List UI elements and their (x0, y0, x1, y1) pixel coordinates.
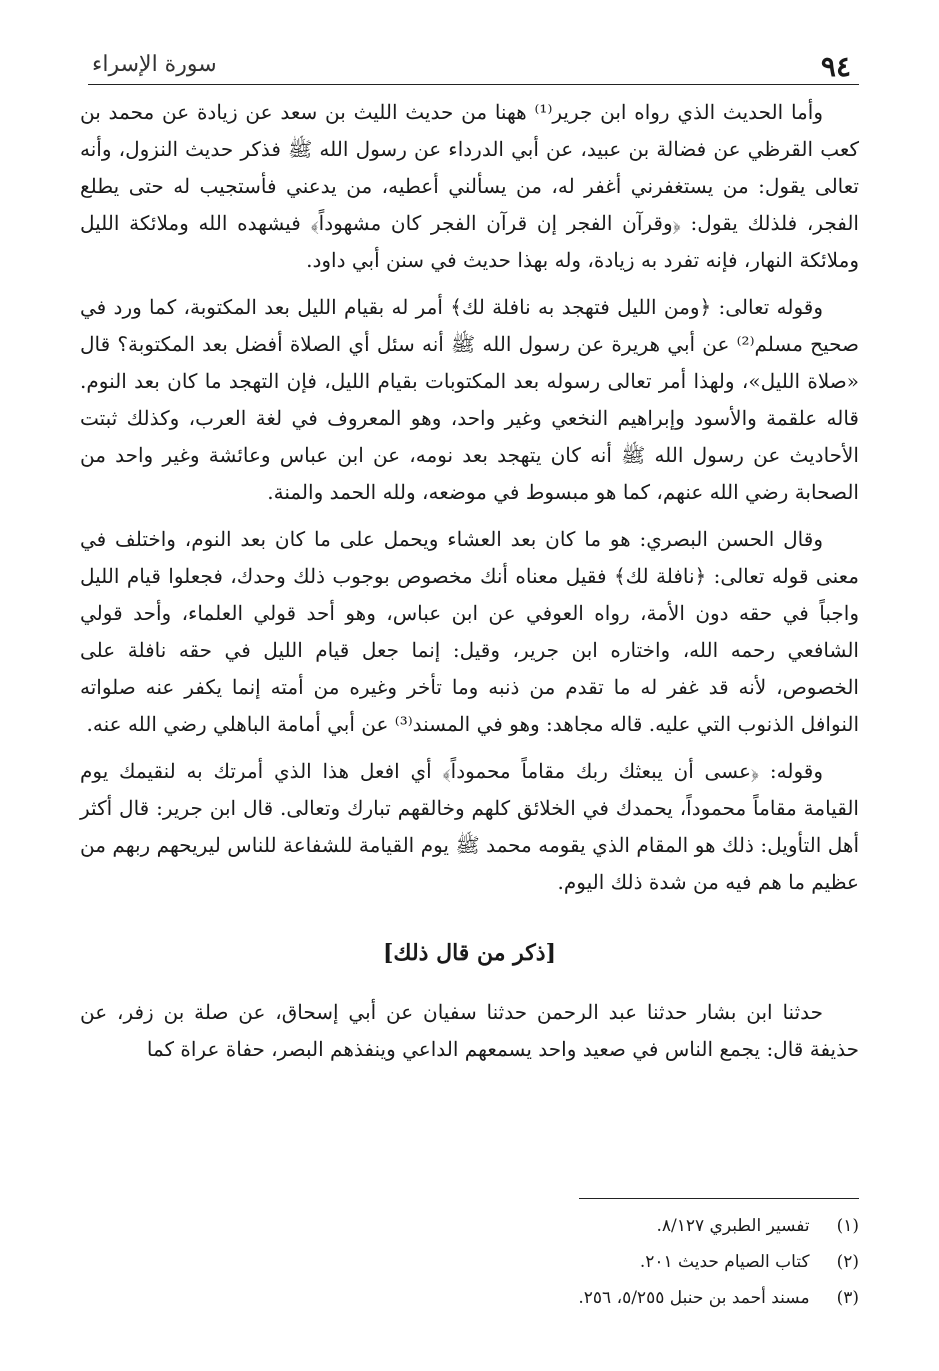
paragraph: حدثنا ابن بشار حدثنا عبد الرحمن حدثنا سفيان عن أبي إسحاق، عن صلة بن زفر، عن حذيفة قال: يجمع الناس في صعيد واحد يسمعهم الداعي وينفذهم البصر، حفاة عراة كما (80, 1000, 859, 1061)
page-header (88, 48, 859, 85)
page-number: ٩٤ (820, 50, 851, 83)
paragraph: وقوله: ﴿عسى أن يبعثك ربك مقاماً محموداً﴾ أي افعل هذا الذي أمرتك به لنقيمك يوم القيامة مقاماً محموداً، يحمدك في الخلائق كلهم وخالقهم تبارك وتعالى. قال ابن جرير: قال أكثر أهل التأويل: ذلك هو المقام الذي يقومه محمد ﷺ يوم القيامة للشفاعة للناس ليريحهم ربهم من عظيم ما هم فيه من شدة ذلك اليوم. (80, 759, 859, 894)
footnote-number: (٣) (836, 1288, 859, 1308)
footnote-divider (579, 1198, 859, 1199)
footnotes (300, 1208, 859, 1316)
paragraph: وقال الحسن البصري: هو ما كان بعد العشاء ويحمل على ما كان بعد النوم، واختلف في معنى قوله تعالى: ﴿نافلة لك﴾ فقيل معناه أنك مخصوص بوجوب ذلك وحدك، فجعلوا قيام الليل واجباً في حقه دون الأمة، رواه العوفي عن ابن عباس، وهو أحد قولي العلماء، وأحد قولي الشافعي رحمه الله، واختاره ابن جرير، وقيل: إنما جعل قيام الليل في حقه نافلة على الخصوص، لأنه قد غفر له ما تقدم من ذنبه وما تأخر وغيره من أمته إنما يكفر عنه صلواته النوافل الذنوب التي عليه. قاله مجاهد: وهو في المسند⁽³⁾ عن أبي أمامة الباهلي رضي الله عنه. (80, 527, 859, 736)
paragraph: وقوله تعالى: ﴿ومن الليل فتهجد به نافلة لك﴾ أمر له بقيام الليل بعد المكتوبة، كما ورد في صحيح مسلم⁽²⁾ عن أبي هريرة عن رسول الله ﷺ أنه سئل أي الصلاة أفضل بعد المكتوبة؟ قال «صلاة الليل»، ولهذا أمر تعالى رسوله بعد المكتوبات بقيام الليل، فإن التهجد ما كان بعد النوم. قاله علقمة والأسود وإبراهيم النخعي وغير واحد، وهو المعروف في لغة العرب، وكذلك ثبتت الأحاديث عن رسول الله ﷺ أنه كان يتهجد بعد نومه، عن ابن عباس وعائشة وغير واحد من الصحابة رضي الله عنهم، كما هو مبسوط في موضعه، ولله الحمد والمنة. (80, 295, 859, 504)
footnote-text: كتاب الصيام حديث ٢٠١. (639, 1252, 810, 1272)
footnote (300, 1280, 859, 1316)
running-title: سورة الإسراء (92, 52, 217, 77)
footnote-text: تفسير الطبري ٨/١٢٧. (656, 1216, 810, 1236)
main-text (80, 94, 859, 1078)
footnote (300, 1208, 859, 1244)
footnote (300, 1244, 859, 1280)
footnote-number: (٢) (836, 1252, 859, 1272)
paragraph: وأما الحديث الذي رواه ابن جرير⁽¹⁾ ههنا من حديث الليث بن سعد عن زيادة عن محمد بن كعب القرظي عن فضالة بن عبيد، عن أبي الدرداء عن رسول الله ﷺ فذكر حديث النزول، وأنه تعالى يقول: من يستغفرني أغفر له، من يسألني أعطيه، من يدعني فأستجيب له حتى يطلع الفجر، فلذلك يقول: ﴿وقرآن الفجر إن قرآن الفجر كان مشهوداً﴾ فيشهده الله وملائكة الليل وملائكة النهار، فإنه تفرد به زيادة، وله بهذا حديث في سنن أبي داود. (80, 100, 859, 272)
footnote-text: مسند أحمد بن حنبل ٥/٢٥٥، ٢٥٦. (578, 1288, 810, 1308)
footnote-number: (١) (836, 1216, 859, 1236)
section-heading: [ذكر من قال ذلك] (383, 940, 556, 966)
